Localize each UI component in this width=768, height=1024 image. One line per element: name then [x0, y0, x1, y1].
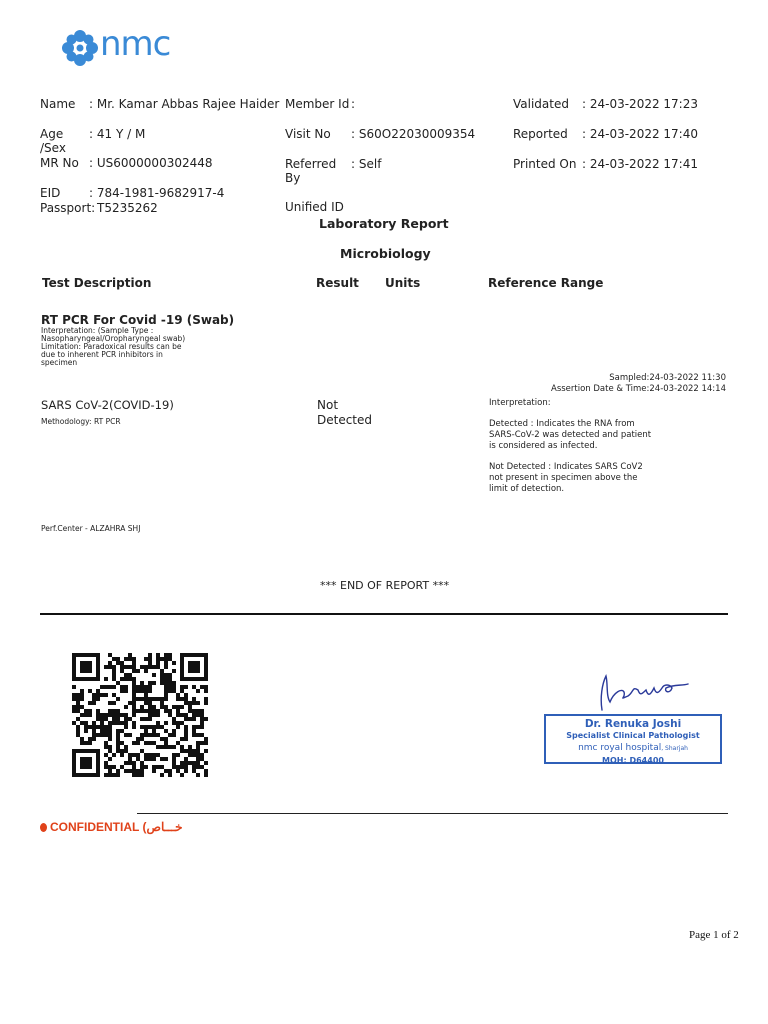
stamp-moh: MOH: D64400: [602, 756, 664, 765]
stamp-doctor-name: Dr. Renuka Joshi: [584, 718, 682, 730]
handwritten-signature: [594, 670, 694, 716]
printed-on-label: Printed On: [513, 157, 577, 171]
ref-not-detected-line: Not Detected : Indicates SARS CoV2: [489, 462, 643, 472]
reference-range-text: [489, 398, 669, 495]
interp-line: due to inherent PCR inhibitors in: [41, 350, 163, 359]
ref-not-detected-line: not present in specimen above the: [489, 473, 638, 483]
divider: [40, 613, 728, 615]
doctor-stamp: [544, 714, 722, 764]
age-value: : 41 Y / M: [89, 127, 146, 141]
printed-on-value: : 24-03-2022 17:41: [582, 157, 698, 171]
eid-value: : 784-1981-9682917-4: [89, 186, 225, 200]
visit-no-value: : S60O22030009354: [351, 127, 476, 141]
end-of-report: *** END OF REPORT ***: [320, 579, 450, 592]
ref-detected-line: Detected : Indicates the RNA from: [489, 419, 635, 429]
assertion-time: Assertion Date & Time:24-03-2022 14:14: [551, 384, 726, 394]
stamp-hospital-city: , Sharjah: [661, 745, 688, 752]
referred-value: : Self: [351, 157, 382, 171]
sex-label: /Sex: [40, 141, 66, 155]
nmc-logo: [60, 24, 190, 68]
confidential-label: [40, 820, 183, 834]
section-title: Microbiology: [340, 246, 431, 261]
member-id-value: :: [351, 97, 356, 111]
reported-label: Reported: [513, 127, 568, 141]
confidential-text: CONFIDENTIAL: [50, 820, 140, 834]
referred-label: Referred: [285, 157, 337, 171]
report-title: Laboratory Report: [319, 216, 449, 231]
ref-detected-line: SARS-CoV-2 was detected and patient: [489, 430, 652, 440]
col-test-description: Test Description: [42, 276, 152, 290]
test-interpretation: [41, 327, 191, 367]
footer-divider: [137, 813, 728, 814]
visit-no-label: Visit No: [285, 127, 331, 141]
logo-wordmark: nmc: [100, 24, 171, 64]
reported-value: : 24-03-2022 17:40: [582, 127, 698, 141]
eid-label: EID: [40, 186, 61, 200]
perf-center: Perf.Center - ALZAHRA SHJ: [41, 524, 141, 533]
validated-value: : 24-03-2022 17:23: [582, 97, 698, 111]
ref-title: Interpretation:: [489, 398, 551, 408]
sampled-time: Sampled:24-03-2022 11:30: [609, 373, 726, 383]
mr-no-label: MR No: [40, 156, 79, 170]
interp-line: Nasopharyngeal/Oropharyngeal swab): [41, 334, 186, 343]
interp-line: specimen: [41, 358, 78, 367]
test-name: RT PCR For Covid -19 (Swab): [41, 313, 235, 327]
interp-line: Limitation: Paradoxical results can be: [41, 342, 182, 351]
analyte-name: SARS CoV-2(COVID-19): [41, 398, 174, 412]
result-value-line2: Detected: [317, 413, 373, 427]
page-number: Page 1 of 2: [689, 929, 739, 941]
age-label: Age: [40, 127, 64, 141]
col-result: Result: [316, 276, 359, 290]
interp-line: Interpretation: (Sample Type :: [41, 326, 154, 335]
col-reference-range: Reference Range: [488, 276, 604, 290]
member-id-label: Member Id: [285, 97, 350, 111]
unified-id-label: Unified ID: [285, 200, 344, 214]
passport-value: T5235262: [97, 201, 158, 215]
referred-by-label: By: [285, 171, 301, 185]
validated-label: Validated: [513, 97, 569, 111]
confidential-dot-icon: [40, 823, 47, 832]
methodology: Methodology: RT PCR: [41, 417, 121, 426]
stamp-hospital: [546, 742, 720, 755]
col-units: Units: [385, 276, 421, 290]
qr-code-icon: [72, 653, 208, 779]
passport-label: Passport:: [40, 201, 96, 215]
logo-flower-icon: [60, 28, 100, 68]
name-label: Name: [40, 97, 76, 111]
ref-not-detected-line: limit of detection.: [489, 484, 565, 494]
result-value-line1: Not: [317, 398, 339, 412]
confidential-arabic: (خـــاص: [142, 820, 183, 834]
stamp-title: Specialist Clinical Pathologist: [566, 731, 700, 740]
stamp-hospital-name: nmc royal hospital: [578, 743, 662, 753]
mr-no-value: : US6000000302448: [89, 156, 213, 170]
name-value: : Mr. Kamar Abbas Rajee Haider: [89, 97, 280, 111]
ref-detected-line: is considered as infected.: [489, 441, 598, 451]
